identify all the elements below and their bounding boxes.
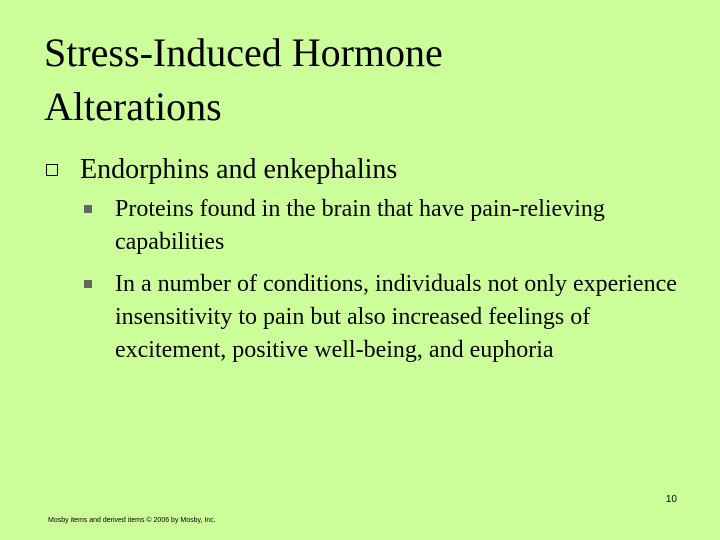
title-line-2: Alterations bbox=[44, 84, 222, 129]
bullet-endorphins bbox=[46, 152, 686, 188]
hollow-square-bullet-icon bbox=[46, 164, 58, 176]
title-line-1: Stress-Induced Hormone bbox=[44, 30, 443, 75]
subbullet-conditions bbox=[84, 268, 684, 367]
filled-square-bullet-icon bbox=[84, 205, 92, 213]
page-number: 10 bbox=[665, 494, 677, 505]
subbullet-text: Proteins found in the brain that have pain-relieving capabilities bbox=[115, 196, 605, 255]
bullet-text: Endorphins and enkephalins bbox=[80, 154, 398, 185]
subbullet-text: In a number of conditions, individuals not only experience insensitivity to pain but also increased feelings of excitement, positive well-being, and euphoria bbox=[115, 271, 677, 363]
subbullet-proteins bbox=[84, 193, 684, 259]
copyright-footer: Mosby items and derived items © 2006 by Mosby, Inc. bbox=[48, 517, 216, 524]
slide-title bbox=[44, 26, 664, 134]
filled-square-bullet-icon bbox=[84, 280, 92, 288]
